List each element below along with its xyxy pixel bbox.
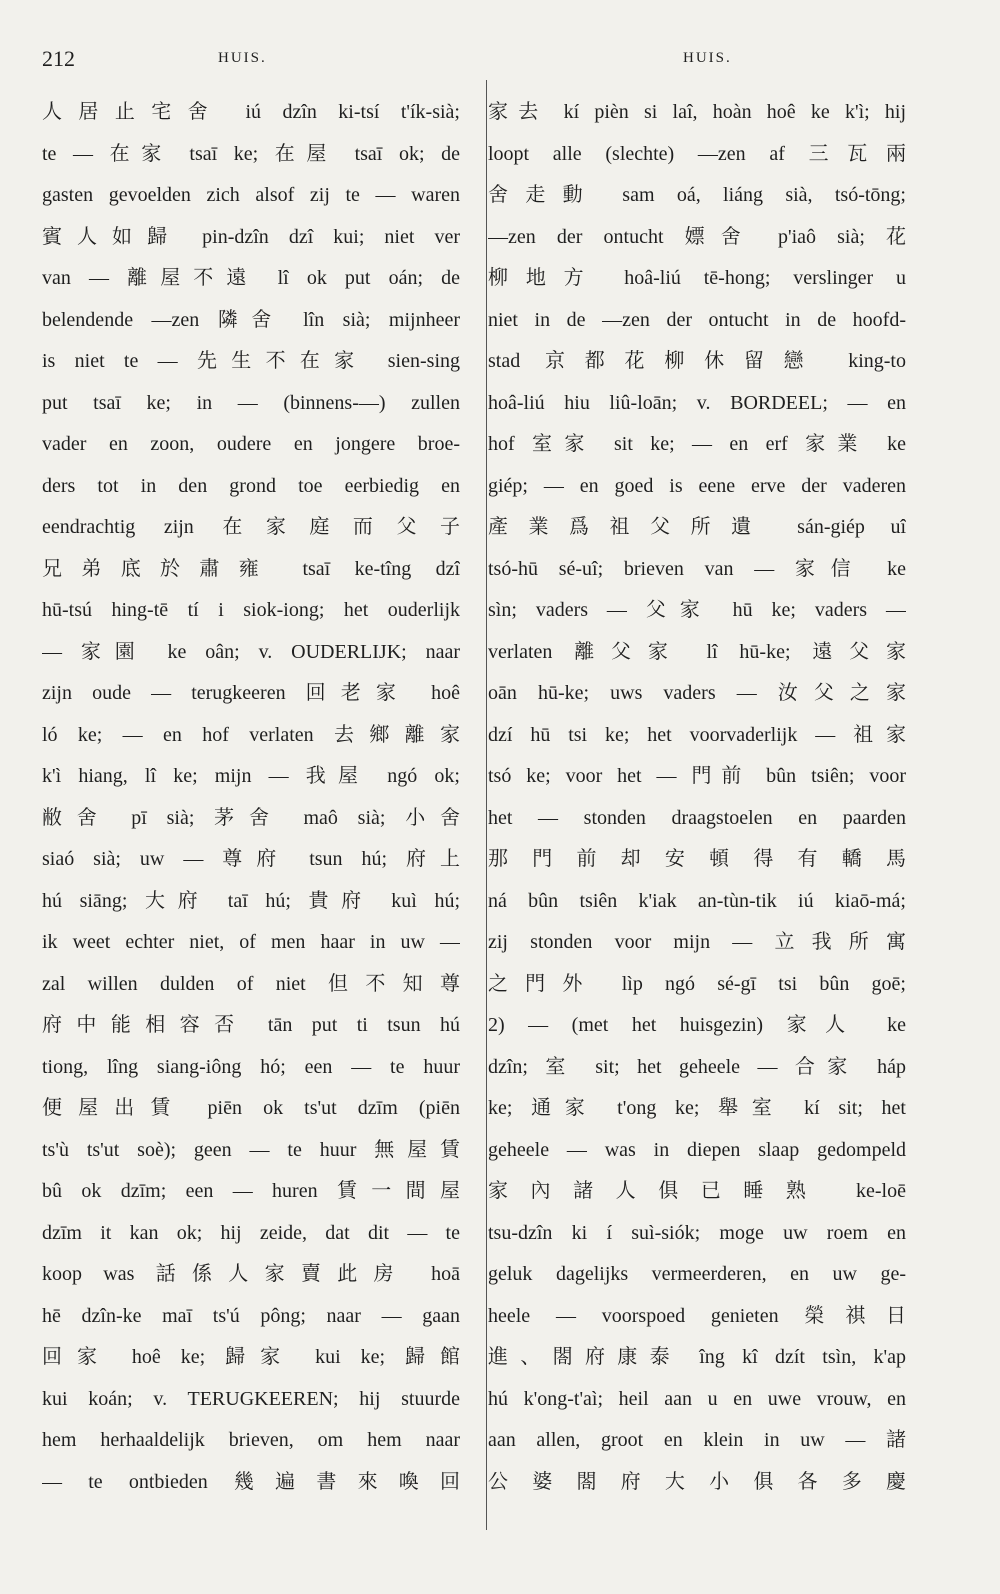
text-line: 產業爲祖父所遺 sán-giép uî <box>488 516 906 538</box>
text-line: tsó ke; voor het — 門前 bûn tsiên; voor <box>488 765 906 787</box>
text-line: 回家 hoê ke; 歸家 kui ke; 歸館 <box>42 1346 460 1368</box>
text-line: hú k'ong-t'aì; heil aan u en uwe vrouw, en <box>488 1387 906 1410</box>
text-line: ts'ù ts'ut soè); geen — te huur 無屋賃 <box>42 1138 460 1161</box>
text-line: 柳地方 hoâ-liú tē-hong; verslinger u <box>488 267 906 289</box>
text-line: 那門前却安頓得有轎馬 <box>488 848 906 870</box>
text-line: niet in de —zen der ontucht in de hoofd- <box>488 308 906 331</box>
text-line: 敝舍 pī sià; 茅舍 maô sià; 小舍 <box>42 806 460 829</box>
text-line: aan allen, groot en klein in uw — 諸 <box>488 1429 906 1451</box>
text-line: tiong, lîng siang-iông hó; een — te huur <box>42 1055 460 1078</box>
text-line: 府中能相容否 tān put ti tsun hú <box>42 1014 460 1036</box>
text-line: ke; 通家 t'ong ke; 舉室 kí sit; het <box>488 1097 906 1119</box>
text-line: 賓人如歸 pin-dzîn dzî kui; niet ver <box>42 225 460 248</box>
running-header-left: HUIS. <box>218 50 267 66</box>
text-line: tsu-dzîn ki í suì-siók; moge uw roem en <box>488 1221 906 1244</box>
text-line: k'ì hiang, lî ke; mijn — 我屋 ngó ok; <box>42 765 460 787</box>
text-line: hem herhaaldelijk brieven, om hem naar <box>42 1429 460 1451</box>
page-number: 212 <box>42 46 75 71</box>
running-header-right: HUIS. <box>683 50 732 66</box>
text-line: 家內諸人俱已睡熟 ke-loē <box>488 1180 906 1202</box>
text-line: geluk dagelijks vermeerderen, en uw ge- <box>488 1263 906 1285</box>
text-line: te — 在家 tsaī ke; 在屋 tsaī ok; de <box>42 142 460 165</box>
text-line: 人居止宅舍 iú dzîn ki-tsí t'ík-sià; <box>42 101 460 123</box>
text-line: ik weet echter niet, of men haar in uw — <box>42 931 460 953</box>
right-column <box>488 92 906 1503</box>
text-line: van — 離屋不遠 lî ok put oán; de <box>42 267 460 289</box>
text-line: ders tot in den grond toe eerbiedig en <box>42 474 460 497</box>
text-line: siaó sià; uw — 尊府 tsun hú; 府上 <box>42 848 460 870</box>
text-line: 公婆閤府大小俱各多慶 <box>488 1470 906 1493</box>
text-line: 舍走動 sam oá, liáng sià, tsó-tōng; <box>488 184 906 206</box>
text-line: kui koán; v. TERUGKEEREN; hij stuurde <box>42 1387 460 1410</box>
column-divider <box>486 80 487 1530</box>
text-line: tsó-hū sé-uî; brieven van — 家信 ke <box>488 557 906 580</box>
text-line: stad 京都花柳休留戀 king-to <box>488 350 906 372</box>
text-line: 兄弟底於肅雍 tsaī ke-tîng dzî <box>42 557 460 580</box>
text-line: zij stonden voor mijn — 立我所寓 <box>488 931 906 953</box>
text-line: 家去 kí pièn si laî, hoàn hoê ke k'ì; hij <box>488 101 906 123</box>
text-line: 進、閤府康泰 îng kî dzít tsìn, k'ap <box>488 1346 906 1368</box>
text-line: dzîn; 室 sit; het geheele — 合家 háp <box>488 1055 906 1078</box>
text-line: dzí hū tsi ke; het voorvaderlijk — 祖家 <box>488 723 906 746</box>
text-line: ló ke; — en hof verlaten 去鄉離家 <box>42 723 460 746</box>
text-line: 2) — (met het huisgezin) 家人 ke <box>488 1014 906 1036</box>
text-line: hū-tsú hing-tē tí i siok-iong; het ouderlijk <box>42 599 460 621</box>
text-line: geheele — was in diepen slaap gedompeld <box>488 1138 906 1161</box>
text-line: 便屋出賃 piēn ok ts'ut dzīm (piēn <box>42 1097 460 1119</box>
left-column <box>42 92 460 1503</box>
text-line: is niet te — 先生不在家 sien-sing <box>42 350 460 372</box>
text-line: sìn; vaders — 父家 hū ke; vaders — <box>488 599 906 621</box>
text-line: dzīm it kan ok; hij zeide, dat dit — te <box>42 1221 460 1244</box>
text-line: put tsaī ke; in — (binnens-—) zullen <box>42 391 460 414</box>
text-line: hú siāng; 大府 taī hú; 貴府 kuì hú; <box>42 889 460 912</box>
text-line: oān hū-ke; uws vaders — 汝父之家 <box>488 682 906 704</box>
text-line: — 家園 ke oân; v. OUDERLIJK; naar <box>42 640 460 663</box>
text-line: — te ontbieden 幾遍書來喚回 <box>42 1470 460 1493</box>
text-line: eendrachtig zijn 在家庭而父子 <box>42 516 460 538</box>
text-line: heele — voorspoed genieten 榮祺日 <box>488 1304 906 1327</box>
text-line: het — stonden draagstoelen en paarden <box>488 806 906 829</box>
text-line: vader en zoon, oudere en jongere broe- <box>42 433 460 455</box>
text-line: 之門外 lìp ngó sé-gī tsi bûn goē; <box>488 972 906 995</box>
text-line: —zen der ontucht 嫖舍 p'iaô sià; 花 <box>488 225 906 248</box>
text-line: verlaten 離父家 lî hū-ke; 遠父家 <box>488 640 906 663</box>
text-line: loopt alle (slechte) —zen af 三瓦兩 <box>488 142 906 165</box>
text-line: zijn oude — terugkeeren 回老家 hoê <box>42 682 460 704</box>
text-line: bû ok dzīm; een — huren 賃一間屋 <box>42 1180 460 1202</box>
text-line: ná bûn tsiên k'iak an-tùn-tik iú kiaō-má; <box>488 889 906 912</box>
text-line: hoâ-liú hiu liû-loān; v. BORDEEL; — en <box>488 391 906 414</box>
text-line: gasten gevoelden zich alsof zij te — waren <box>42 184 460 206</box>
text-line: koop was 話係人家賣此房 hoā <box>42 1263 460 1285</box>
text-line: belendende —zen 隣舍 lîn sià; mijnheer <box>42 308 460 331</box>
text-line: hof 室家 sit ke; — en erf 家業 ke <box>488 433 906 455</box>
text-line: hē dzîn-ke maī ts'ú pông; naar — gaan <box>42 1304 460 1327</box>
text-line: giép; — en goed is eene erve der vaderen <box>488 474 906 497</box>
text-line: zal willen dulden of niet 但不知尊 <box>42 972 460 995</box>
